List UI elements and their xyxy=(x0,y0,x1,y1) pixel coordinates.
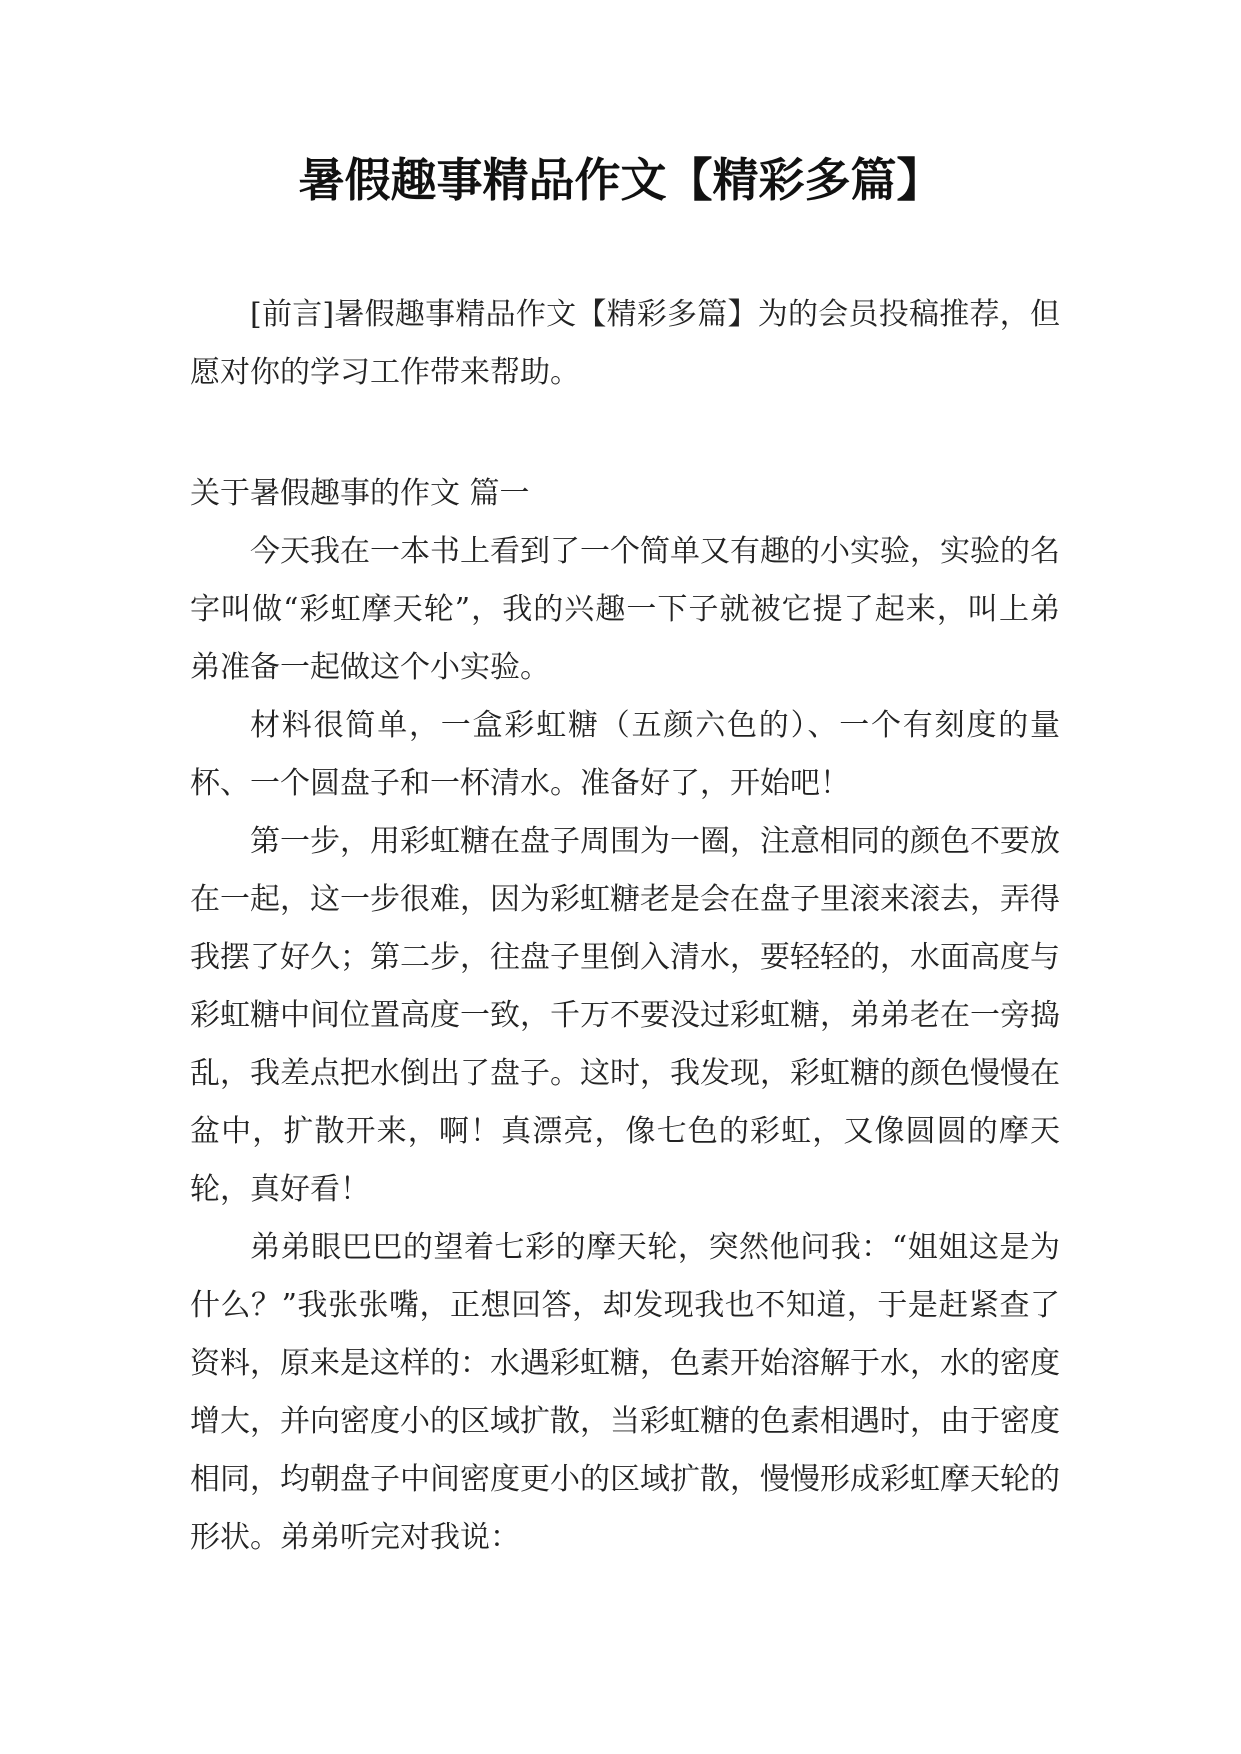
intro-paragraph: [前言]暑假趣事精品作文【精彩多篇】为的会员投稿推荐，但愿对你的学习工作带来帮助。 xyxy=(190,297,1060,390)
essay-body xyxy=(190,523,1060,1567)
paragraph: 材料很简单，一盒彩虹糖（五颜六色的）、一个有刻度的量杯、一个圆盘子和一杯清水。准备好了，开始吧！ xyxy=(190,708,1060,801)
paragraph: 今天我在一本书上看到了一个简单又有趣的小实验，实验的名字叫做“彩虹摩天轮”，我的兴趣一下子就被它提了起来，叫上弟弟准备一起做这个小实验。 xyxy=(190,534,1060,685)
document-title: 暑假趣事精品作文【精彩多篇】 xyxy=(298,153,943,207)
paragraph: 第一步，用彩虹糖在盘子周围为一圈，注意相同的颜色不要放在一起，这一步很难，因为彩虹糖老是会在盘子里滚来滚去，弄得我摆了好久；第二步，往盘子里倒入清水，要轻轻的，水面高度与彩虹糖中间位置高度一致，千万不要没过彩虹糖，弟弟老在一旁捣乱，我差点把水倒出了盘子。这时，我发现，彩虹糖的颜色慢慢在盆中，扩散开来，啊！真漂亮，像七色的彩虹，又像圆圆的摩天轮，真好看！ xyxy=(190,824,1060,1207)
intro-block xyxy=(190,286,1060,402)
paragraph: 弟弟眼巴巴的望着七彩的摩天轮，突然他问我：“姐姐这是为什么？”我张张嘴，正想回答，却发现我也不知道，于是赶紧查了资料，原来是这样的：水遇彩虹糖，色素开始溶解于水，水的密度增大，并向密度小的区域扩散，当彩虹糖的色素相遇时，由于密度相同，均朝盘子中间密度更小的区域扩散，慢慢形成彩虹摩天轮的形状。弟弟听完对我说： xyxy=(190,1230,1060,1555)
section-heading: 关于暑假趣事的作文 篇一 xyxy=(190,476,530,511)
